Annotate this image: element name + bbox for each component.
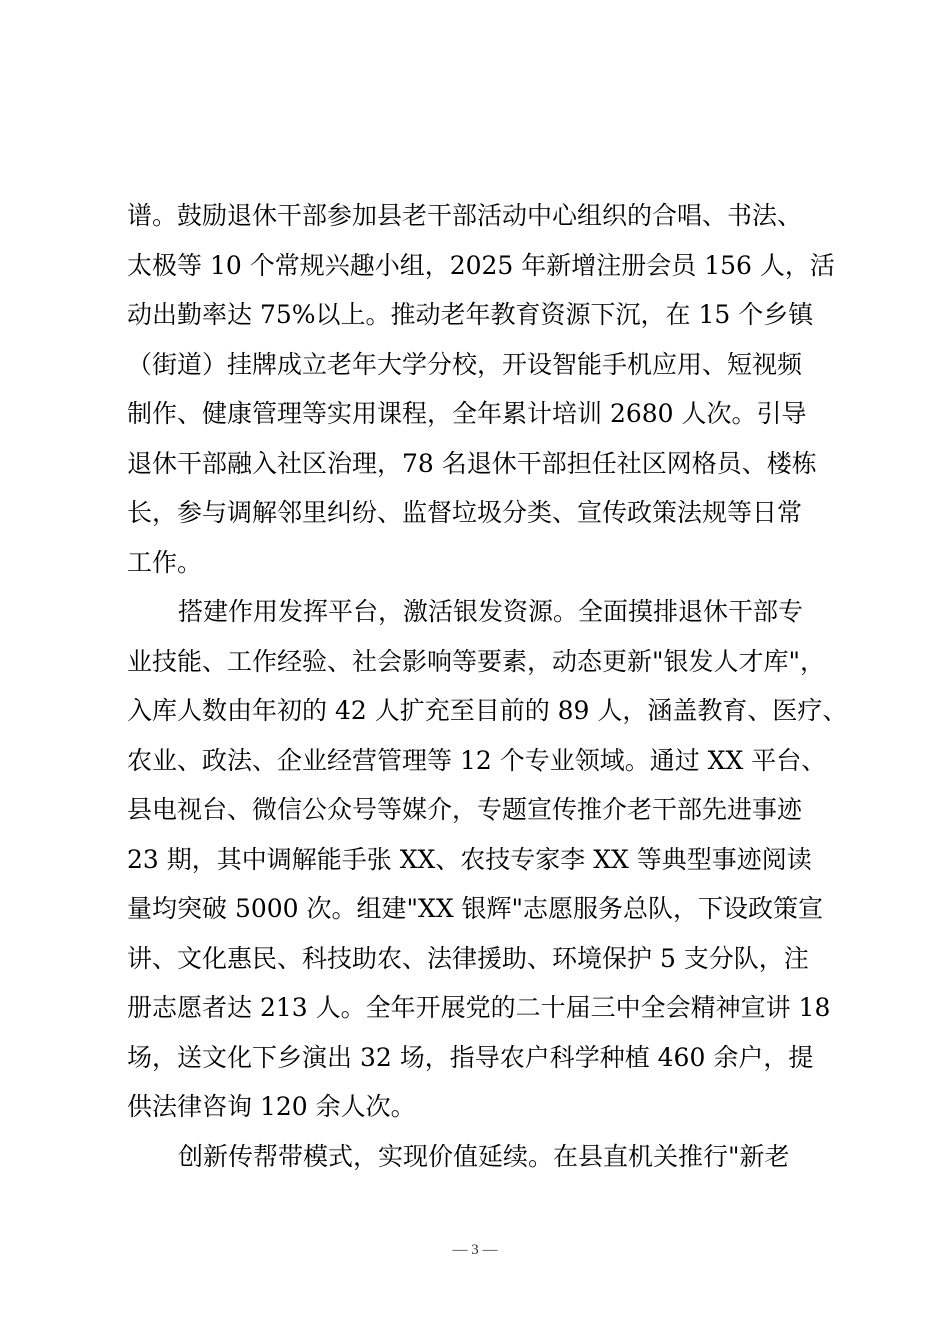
- paragraph-first-line: 创新传帮带模式，实现价值延续。在县直机关推行"新老: [178, 1141, 790, 1171]
- text-line: 太极等 10 个常规兴趣小组，2025 年新增注册会员 156 人，活: [127, 250, 835, 280]
- text-line: 农业、政法、企业经营管理等 12 个专业领域。通过 XX 平台、: [127, 745, 827, 775]
- text-line: 业技能、工作经验、社会影响等要素，动态更新"银发人才库"，: [127, 646, 826, 676]
- text-line: 23 期，其中调解能手张 XX、农技专家李 XX 等典型事迹阅读: [127, 844, 812, 874]
- text-line: 制作、健康管理等实用课程，全年累计培训 2680 人次。引导: [127, 399, 807, 428]
- text-line: 量均突破 5000 次。组建"XX 银辉"志愿服务总队，下设政策宣: [127, 894, 824, 923]
- text-line: （街道）挂牌成立老年大学分校，开设智能手机应用、短视频: [127, 349, 803, 379]
- text-line: 册志愿者达 213 人。全年开展党的二十届三中全会精神宣讲 18: [127, 993, 831, 1022]
- text-line: 工作。: [127, 547, 203, 577]
- text-line: 长，参与调解邻里纠纷、监督垃圾分类、宣传政策法规等日常: [127, 498, 803, 527]
- paragraph-first-line: 搭建作用发挥平台，激活银发资源。全面摸排退休干部专: [178, 597, 804, 626]
- text-line: 入库人数由年初的 42 人扩充至目前的 89 人，涵盖教育、医疗、: [127, 696, 848, 725]
- text-line: 讲、文化惠民、科技助农、法律援助、环境保护 5 支分队，注: [127, 943, 809, 973]
- text-line: 供法律咨询 120 余人次。: [127, 1092, 416, 1121]
- text-line: 谱。鼓励退休干部参加县老干部活动中心组织的合唱、书法、: [127, 201, 803, 230]
- page-number: — 3 —: [452, 1242, 498, 1258]
- text-line: 场，送文化下乡演出 32 场，指导农户科学种植 460 余户，提: [127, 1042, 814, 1072]
- text-line: 退休干部融入社区治理，78 名退休干部担任社区网格员、楼栋: [127, 448, 817, 478]
- text-line: 县电视台、微信公众号等媒介，专题宣传推介老干部先进事迹: [127, 795, 803, 824]
- body-text: [127, 191, 847, 1181]
- text-line: 动出勤率达 75%以上。推动老年教育资源下沉，在 15 个乡镇: [127, 300, 814, 329]
